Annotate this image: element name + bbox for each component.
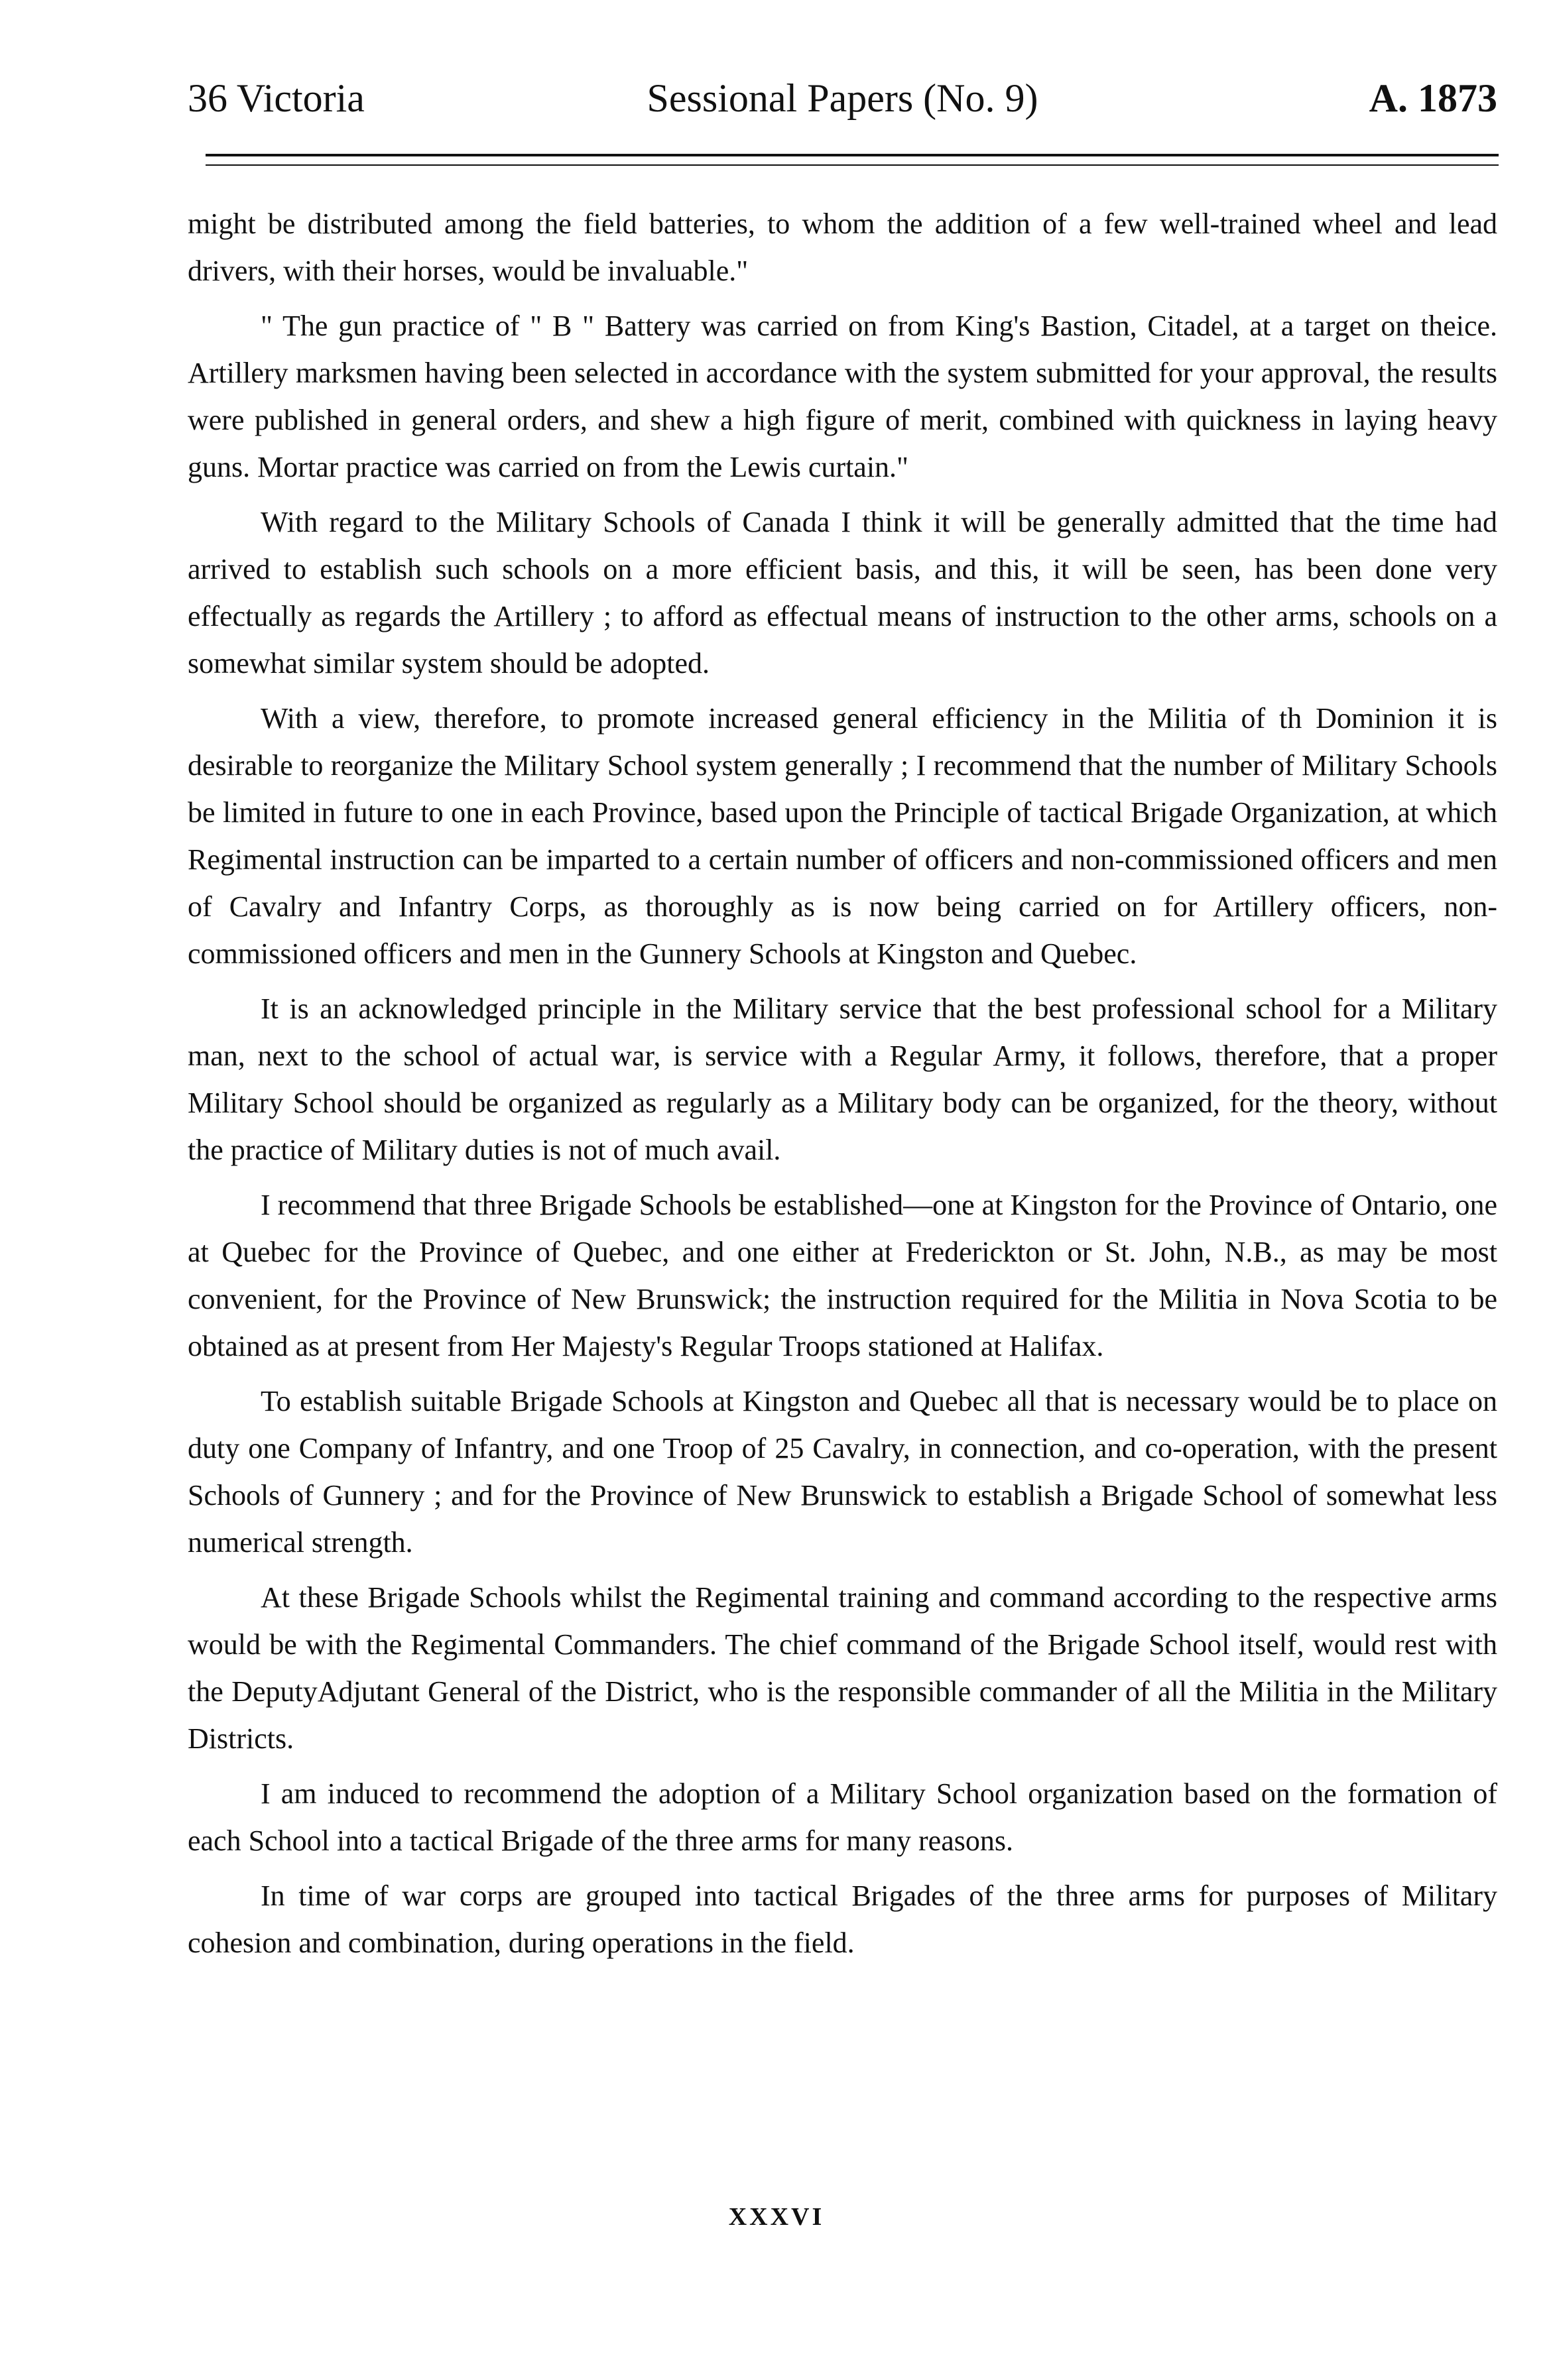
- document-body: [188, 200, 1497, 1974]
- paragraph-6: I recommend that three Brigade Schools be established—one at Kingston for the Province of Ontario, one at Quebec for the Province of Quebec, and one either at Frederickton or St. John, N.B., as may be most convenient, for the Province of New Brunswick; the instruction required for the Militia in Nova Scotia to be obtained as at present from Her Majesty's Regular Troops stationed at Halifax.: [188, 1189, 1497, 1362]
- header-rule-thin: [206, 164, 1499, 166]
- paragraph-8: At these Brigade Schools whilst the Regimental training and command according to the respective arms would be with the Regimental Commanders. The chief command of the Brigade School itself, would rest with the DeputyAdjutant General of the District, who is the responsible commander of all the Militia in the Military Districts.: [188, 1581, 1497, 1755]
- header-rule-thick: [206, 154, 1499, 156]
- paragraph-3: With regard to the Military Schools of Canada I think it will be generally admitted that the time had arrived to establish such schools on a more efficient basis, and this, it will be seen, has been done very effectually as regards the Artillery ; to afford as effectual means of instruction to the other arms, schools on a somewhat similar system should be adopted.: [188, 506, 1497, 680]
- header-title: Sessional Papers (No. 9): [647, 76, 1038, 120]
- paragraph-1: might be distributed among the field batteries, to whom the addition of a few well-trained wheel and lead drivers, with their horses, would be invaluable.": [188, 208, 1497, 287]
- header-year: A. 1873: [1369, 76, 1497, 120]
- paragraph-9: I am induced to recommend the adoption of a Military School organization based on the formation of each School into a tactical Brigade of the three arms for many reasons.: [188, 1777, 1497, 1857]
- paragraph-5: It is an acknowledged principle in the Military service that the best professional school for a Military man, next to the school of actual war, is service with a Regular Army, it follows, therefore, that a proper Military School should be organized as regularly as a Military body can be organized, for the theory, without the practice of Military duties is not of much avail.: [188, 992, 1497, 1166]
- page-number: XXXVI: [728, 2203, 825, 2231]
- paragraph-2: " The gun practice of " B " Battery was carried on from King's Bastion, Citadel, at a target on theice. Artillery marksmen having been selected in accordance with the system submitted for your approval, the results were published in general orders, and shew a high figure of merit, combined with quickness in laying heavy guns. Mortar practice was carried on from the Lewis curtain.": [188, 310, 1497, 483]
- page-header: [188, 72, 1497, 125]
- header-session: 36 Victoria: [188, 76, 365, 120]
- paragraph-4: With a view, therefore, to promote increased general efficiency in the Militia of th Dominion it is desirable to reorganize the Military School system generally ; I recommend that the number of Military Schools be limited in future to one in each Province, based upon the Principle of tactical Brigade Organization, at which Regimental instruction can be imparted to a certain number of officers and non-commissioned officers and men of Cavalry and Infantry Corps, as thoroughly as is now being carried on for Artillery officers, non-commissioned officers and men in the Gunnery Schools at Kingston and Quebec.: [188, 702, 1497, 970]
- paragraph-7: To establish suitable Brigade Schools at Kingston and Quebec all that is necessary would be to place on duty one Company of Infantry, and one Troop of 25 Cavalry, in connection, and co-operation, with the present Schools of Gunnery ; and for the Province of New Brunswick to establish a Brigade School of somewhat less numerical strength.: [188, 1385, 1497, 1559]
- paragraph-10: In time of war corps are grouped into tactical Brigades of the three arms for purposes of Military cohesion and combination, during operations in the field.: [188, 1879, 1497, 1959]
